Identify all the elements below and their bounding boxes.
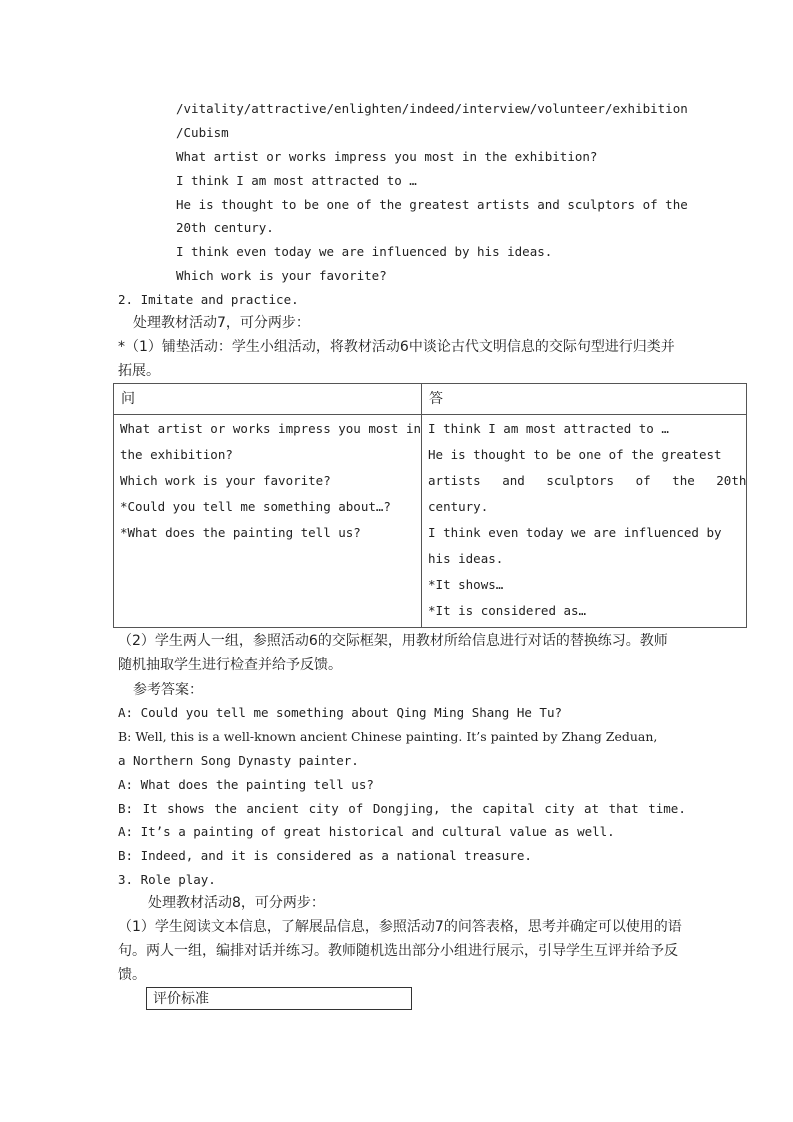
- table-header-answer: 答: [422, 384, 747, 415]
- step3-sub1-line2: 句。两人一组，编排对话并练习。教师随机选出部分小组进行展示，引导学生互评并给予反: [118, 943, 678, 959]
- answer-line: I think even today we are influenced by: [428, 525, 722, 540]
- sub2-line-1: （2）学生两人一组，参照活动6的交际框架，用教材所给信息进行对话的替换练习。教师: [118, 633, 668, 649]
- step2-sub1-line1: *（1）铺垫活动：学生小组活动，将教材活动6中谈论古代文明信息的交际句型进行归类并: [118, 339, 675, 355]
- dialogue-line: B: Indeed, and it is considered as a national treasure.: [118, 848, 532, 863]
- expression-line: What artist or works impress you most in the exhibition?: [176, 149, 598, 164]
- step3-title: 3. Role play.: [118, 872, 216, 887]
- dialogue-line: A: It’s a painting of great historical and cultural value as well.: [118, 824, 615, 839]
- dialogue-line: B: Well, this is a well-known ancient Chinese painting. It’s painted by Zhang Zeduan,: [118, 729, 658, 744]
- dialogue-line: a Northern Song Dynasty painter.: [118, 753, 359, 768]
- dialogue-line: A: What does the painting tell us?: [118, 777, 374, 792]
- reference-answer-label: 参考答案：: [133, 682, 203, 698]
- answer-line: *It is considered as…: [428, 603, 587, 618]
- answer-line: artists and sculptors of the 20th: [428, 473, 747, 488]
- table-header-question: 问: [114, 384, 422, 415]
- answer-cell: [422, 415, 747, 628]
- expression-line: Which work is your favorite?: [176, 268, 387, 283]
- dialogue-line: B: It shows the ancient city of Dongjing, the capital city at that time.: [118, 801, 686, 816]
- step2-intro: 处理教材活动7，可分两步：: [133, 315, 310, 331]
- question-line: the exhibition?: [120, 447, 233, 462]
- answer-line: I think I am most attracted to …: [428, 421, 669, 436]
- question-line: *Could you tell me something about…?: [120, 499, 391, 514]
- expression-line: He is thought to be one of the greatest artists and sculptors of the: [176, 197, 688, 212]
- expression-line: 20th century.: [176, 220, 274, 235]
- vocab-line-2: /Cubism: [176, 125, 229, 140]
- answer-line: *It shows…: [428, 577, 504, 592]
- question-line: *What does the painting tell us?: [120, 525, 361, 540]
- vocab-line-1: /vitality/attractive/enlighten/indeed/interview/volunteer/exhibition: [176, 101, 688, 116]
- step3-intro: 处理教材活动8，可分两步：: [148, 895, 325, 911]
- evaluation-criteria-box: 评价标准: [146, 987, 412, 1010]
- sub2-line-2: 随机抽取学生进行检查并给予反馈。: [118, 657, 342, 673]
- question-cell: [114, 415, 422, 628]
- answer-line: He is thought to be one of the greatest: [428, 447, 722, 462]
- answer-line: his ideas.: [428, 551, 504, 566]
- qa-table: [113, 383, 747, 628]
- step3-sub1-line3: 馈。: [118, 967, 146, 983]
- question-line: Which work is your favorite?: [120, 473, 331, 488]
- question-line: What artist or works impress you most in: [120, 421, 422, 436]
- expression-line: I think even today we are influenced by his ideas.: [176, 244, 553, 259]
- step3-sub1-line1: （1）学生阅读文本信息，了解展品信息，参照活动7的问答表格，思考并确定可以使用的语: [118, 919, 682, 935]
- step2-sub1-line2: 拓展。: [118, 363, 160, 379]
- answer-line: century.: [428, 499, 489, 514]
- dialogue-line: A: Could you tell me something about Qing Ming Shang He Tu?: [118, 705, 563, 720]
- step2-title: 2. Imitate and practice.: [118, 292, 299, 307]
- expression-line: I think I am most attracted to …: [176, 173, 417, 188]
